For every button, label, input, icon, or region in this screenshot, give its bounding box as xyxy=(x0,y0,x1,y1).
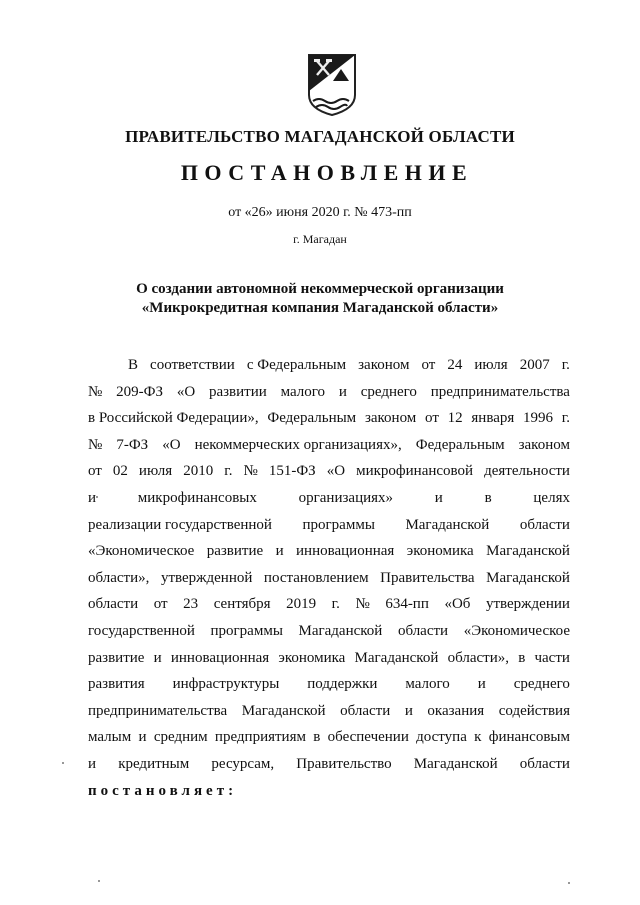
body-word: среднего xyxy=(360,383,417,400)
body-line xyxy=(88,379,570,406)
body-word: обеспечении xyxy=(327,729,409,746)
body-line xyxy=(88,538,570,565)
body-word: законом xyxy=(518,436,570,453)
scan-speck xyxy=(96,496,98,498)
body-word: некоммерческих организациях», xyxy=(194,436,402,453)
body-word: экономика xyxy=(406,543,474,560)
body-word: «Экономическое xyxy=(88,543,195,560)
body-word: области xyxy=(519,755,570,772)
body-word: малым xyxy=(88,729,132,746)
body-word: программы xyxy=(302,516,375,533)
body-word: соответствии xyxy=(150,357,235,373)
body-word: и xyxy=(434,489,443,506)
body-word: к xyxy=(474,729,482,746)
body-word: Магаданской xyxy=(405,516,490,533)
document-type-heading: ПОСТАНОВЛЕНИЕ xyxy=(180,160,474,185)
scan-speck xyxy=(98,880,100,882)
body-word: Правительства xyxy=(380,569,475,586)
body-word: в xyxy=(484,489,492,506)
body-word: инфраструктуры xyxy=(172,676,280,693)
body-word: сентября xyxy=(213,596,271,613)
body-word: от xyxy=(88,463,102,480)
body-word: постановлением xyxy=(263,569,369,586)
body-word: области», xyxy=(88,569,150,586)
body-line xyxy=(88,352,570,379)
body-word: реализации государственной xyxy=(88,516,272,533)
body-closing-line xyxy=(88,778,570,805)
body-word: г. xyxy=(561,410,570,427)
body-word: июля xyxy=(474,357,508,373)
document-body xyxy=(88,352,570,804)
body-word: № xyxy=(88,383,103,400)
body-word: среднего xyxy=(513,676,570,693)
body-word: № xyxy=(88,436,103,453)
body-word: «Об xyxy=(444,596,471,613)
emblem-hammer-head xyxy=(314,59,320,62)
body-line xyxy=(88,618,570,645)
body-word: малого xyxy=(280,383,326,400)
closing-word: постановляет xyxy=(88,782,229,799)
body-word: и xyxy=(88,755,97,772)
body-word: 23 xyxy=(183,596,199,613)
scan-speck xyxy=(62,762,64,764)
body-word: части xyxy=(534,649,570,666)
body-word: Магаданской xyxy=(486,569,570,586)
body-word: Федеральным xyxy=(415,436,505,453)
body-word: области», xyxy=(447,649,509,666)
body-word: инновационная xyxy=(170,649,270,666)
body-line xyxy=(88,565,570,592)
body-line xyxy=(88,432,570,459)
body-word: доступа xyxy=(416,729,467,746)
body-word: июля xyxy=(138,463,173,480)
body-word: развитии xyxy=(208,383,267,400)
body-word: 1996 xyxy=(523,410,554,427)
closing-punct: : xyxy=(228,782,238,799)
body-word: оказания xyxy=(427,702,485,719)
government-title: ПРАВИТЕЛЬСТВО МАГАДАНСКОЙ ОБЛАСТИ xyxy=(125,127,515,146)
body-word: микрофинансовой xyxy=(356,463,474,480)
body-word: в Российской Федерации», xyxy=(88,410,259,427)
body-line xyxy=(88,671,570,698)
body-word: поддержки xyxy=(307,676,378,693)
scan-speck xyxy=(568,882,570,884)
body-line xyxy=(88,591,570,618)
body-word: законом xyxy=(364,410,417,427)
body-word: Магаданской xyxy=(241,702,326,719)
body-word: и xyxy=(138,729,147,746)
body-word: области xyxy=(397,622,449,639)
body-word: Магаданской xyxy=(486,543,570,560)
body-line xyxy=(88,751,570,778)
body-word: «О xyxy=(176,383,196,400)
body-word: от xyxy=(425,410,439,427)
body-word: г. xyxy=(561,357,570,373)
document-date-number: от «26» июня 2020 г. № 473-пп xyxy=(228,205,412,220)
body-word: Магаданской xyxy=(413,755,498,772)
body-word: и xyxy=(88,489,97,506)
body-word: от xyxy=(421,357,436,373)
body-word: утверждении xyxy=(485,596,570,613)
body-word: Магаданской xyxy=(298,622,383,639)
body-word: Правительство xyxy=(296,755,392,772)
body-word: целях xyxy=(533,489,570,506)
body-line xyxy=(88,512,570,539)
body-word: развития xyxy=(88,676,145,693)
body-word: и xyxy=(338,383,347,400)
body-word: В xyxy=(128,357,139,373)
body-word: области xyxy=(340,702,391,719)
body-word: инновационная xyxy=(296,543,395,560)
body-word: января xyxy=(471,410,515,427)
document-subject xyxy=(0,280,640,318)
body-word: в xyxy=(518,649,526,666)
body-word: кредитным xyxy=(118,755,190,772)
body-word: 7-ФЗ xyxy=(116,436,149,453)
body-word: № xyxy=(355,596,370,613)
body-word: и xyxy=(404,702,413,719)
body-word: утвержденной xyxy=(160,569,253,586)
body-word: финансовым xyxy=(488,729,570,746)
body-word: предпринимательства xyxy=(430,383,570,400)
body-word: № xyxy=(243,463,258,480)
body-word: от xyxy=(153,596,168,613)
subject-line: О создании автономной некоммерческой организации xyxy=(136,281,504,297)
body-word: и xyxy=(275,543,284,560)
body-line xyxy=(88,698,570,725)
body-word: программы xyxy=(210,622,283,639)
body-word: 151-ФЗ xyxy=(268,463,316,480)
body-word: и xyxy=(477,676,486,693)
body-word: г. xyxy=(224,463,233,480)
body-word: в xyxy=(313,729,321,746)
body-word: развитие xyxy=(206,543,264,560)
body-line xyxy=(88,405,570,432)
body-word: деятельности xyxy=(484,463,570,480)
body-line xyxy=(88,485,570,512)
body-word: ресурсам, xyxy=(211,755,275,772)
body-word: 02 xyxy=(112,463,128,480)
body-word: 24 xyxy=(447,357,463,373)
body-word: г. xyxy=(331,596,340,613)
coat-of-arms-emblem xyxy=(303,51,361,117)
body-word: 634-пп xyxy=(385,596,429,613)
body-word: с Федеральным xyxy=(246,357,347,373)
body-word: области xyxy=(88,596,139,613)
body-word: законом xyxy=(358,357,410,373)
body-line xyxy=(88,645,570,672)
body-word: предприятиям xyxy=(214,729,306,746)
body-word: «Экономическое xyxy=(463,622,570,639)
body-word: области xyxy=(519,516,570,533)
emblem-pick-head xyxy=(326,59,332,62)
body-word: 2010 xyxy=(183,463,214,480)
body-word: Магаданской xyxy=(354,649,439,666)
body-word: Федеральным xyxy=(267,410,357,427)
body-word: государственной xyxy=(88,622,195,639)
body-line xyxy=(88,458,570,485)
body-word: «О xyxy=(162,436,181,453)
body-word: развитие xyxy=(88,649,145,666)
body-word: экономика xyxy=(278,649,346,666)
body-word: 2007 xyxy=(519,357,550,373)
body-line xyxy=(88,724,570,751)
body-word: 12 xyxy=(447,410,463,427)
document-city: г. Магадан xyxy=(293,232,347,246)
body-word: малого xyxy=(405,676,450,693)
subject-line: «Микрокредитная компания Магаданской области» xyxy=(141,300,499,316)
body-word: 209-ФЗ xyxy=(116,383,163,400)
body-word: 2019 xyxy=(286,596,317,613)
body-word: средним xyxy=(153,729,208,746)
body-word: «О xyxy=(326,463,346,480)
body-word: микрофинансовых xyxy=(137,489,257,506)
body-word: и xyxy=(153,649,162,666)
body-word: предпринимательства xyxy=(88,702,228,719)
body-word: содействия xyxy=(498,702,570,719)
body-word: организациях» xyxy=(298,489,394,506)
